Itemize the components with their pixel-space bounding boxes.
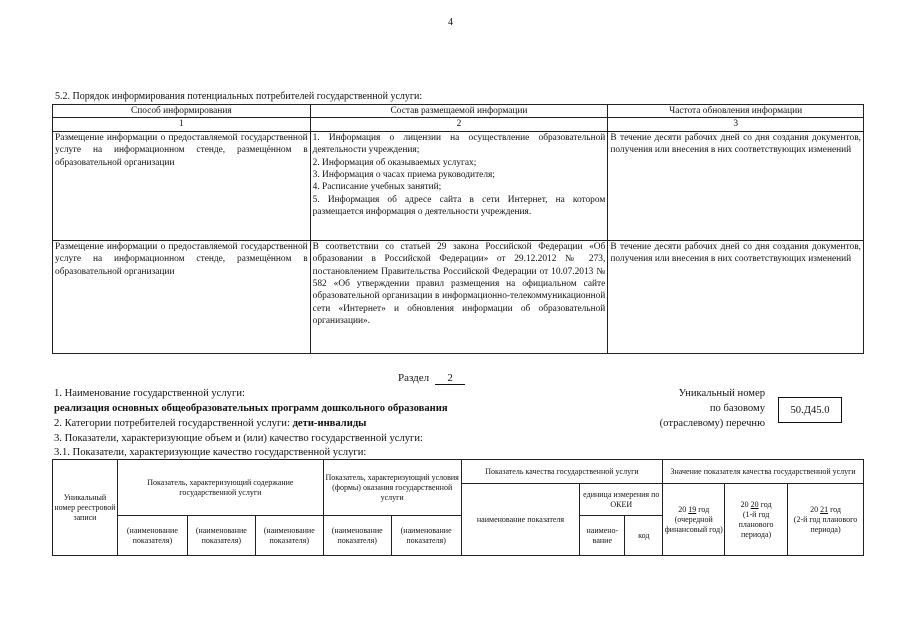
consumer-category [54,418,366,429]
table-row [53,240,864,353]
method-cell: Размещение информации о предоставляемой государственной услуге на информационном стенде, размещённом в образовательной организации [53,240,311,353]
col-okei: единица измерения по ОКЕИ [580,484,663,516]
sub-indicator-name: (наименование показателя) [391,516,461,556]
content-item: 3. Информация о часах приема руководителя; [312,170,495,181]
unique-number-label-3: (отраслевому) перечню [659,418,765,429]
col-number: 3 [608,118,864,131]
unique-number-label-1: Уникальный номер [678,388,765,399]
sub-indicator-name: (наименование показателя) [187,516,255,556]
section-title: 5.2. Порядок информирования потенциальных потребителей государственной услуги: [55,91,423,102]
col-number: 1 [53,118,311,131]
section-label: Раздел [398,372,430,384]
sub-indicator-name: (наименование показателя) [323,516,391,556]
section-heading [398,372,465,385]
indicators-label: 3. Показатели, характеризующие объем и (или) качество государственной услуги: [54,433,423,444]
sub-indicator-name: (наименование показателя) [117,516,187,556]
content-item: 4. Расписание учебных занятий; [312,182,442,193]
okei-name: наимено-вание [580,516,625,556]
table-row [53,131,864,240]
service-name: реализация основных общеобразовательных программ дошкольного образования [54,403,448,414]
header-content: Состав размещаемой информации [310,105,608,118]
method-cell: Размещение информации о предоставляемой государственной услуге на информационном стенде, размещённом в образовательной организации [53,131,311,240]
okei-code: код [625,516,663,556]
consumer-category-value: дети-инвалиды [292,418,367,429]
content-item: 1. Информация о лицензии на осуществление образовательной деятельности учреждения; [312,132,606,156]
content-item: 2. Информация об оказываемых услугах; [312,157,477,168]
col-year-3: 20 21 год (2-й год планового периода) [788,484,864,556]
col-quality: Показатель качества государственной услуги [461,460,663,484]
content-cell [310,131,608,240]
col-unique-number: Уникальный номер реестровой записи [53,460,118,556]
quality-indicators-label: 3.1. Показатели, характеризующие качество государственной услуги: [54,447,367,458]
header-frequency: Частота обновления информации [608,105,864,118]
information-table [52,104,864,354]
frequency-cell: В течение десяти рабочих дней со дня создания документов, получения или внесения в них соответствующих изменений [608,131,864,240]
page-number: 4 [448,17,453,28]
sub-indicator-name: (наименование показателя) [255,516,323,556]
col-year-2: 20 20 год (1-й год планового периода) [725,484,788,556]
unique-number-label-2: по базовому [709,403,765,414]
col-indicator-name: наименование показателя [461,484,580,556]
content-cell: В соответствии со статьей 29 закона Российской Федерации «Об образовании в Российской Федерации» от 29.12.2012 № 273, постановлением Правительства Российской Федерации от 10.07.2013 № 582 «Об утверждении правил размещения на официальном сайте образовательной организации в информационно-телекоммуникационной сети «Интернет» и обновления информации об образовательной организации». [310,240,608,353]
col-conditions: Показатель, характеризующий условия (формы) оказания государственной услуги [323,460,461,516]
col-content: Показатель, характеризующий содержание государственной услуги [117,460,323,516]
service-name-label: 1. Наименование государственной услуги: [54,388,245,399]
section-number: 2 [435,372,465,385]
unique-number-box: 50.Д45.0 [778,397,842,423]
quality-indicator-table [52,459,864,556]
col-year-1: 20 19 год (очередной финансовый год) [663,484,725,556]
content-item: 5. Информация об адресе сайта в сети Интернет, на котором размещается информация о деятельности учреждения. [312,194,606,218]
consumer-category-label: 2. Категории потребителей государственной услуги: [54,418,293,429]
col-number: 2 [310,118,608,131]
header-method: Способ информирования [53,105,311,118]
frequency-cell: В течение десяти рабочих дней со дня создания документов, получения или внесения в них соответствующих изменений [608,240,864,353]
col-values: Значение показателя качества государственной услуги [663,460,864,484]
